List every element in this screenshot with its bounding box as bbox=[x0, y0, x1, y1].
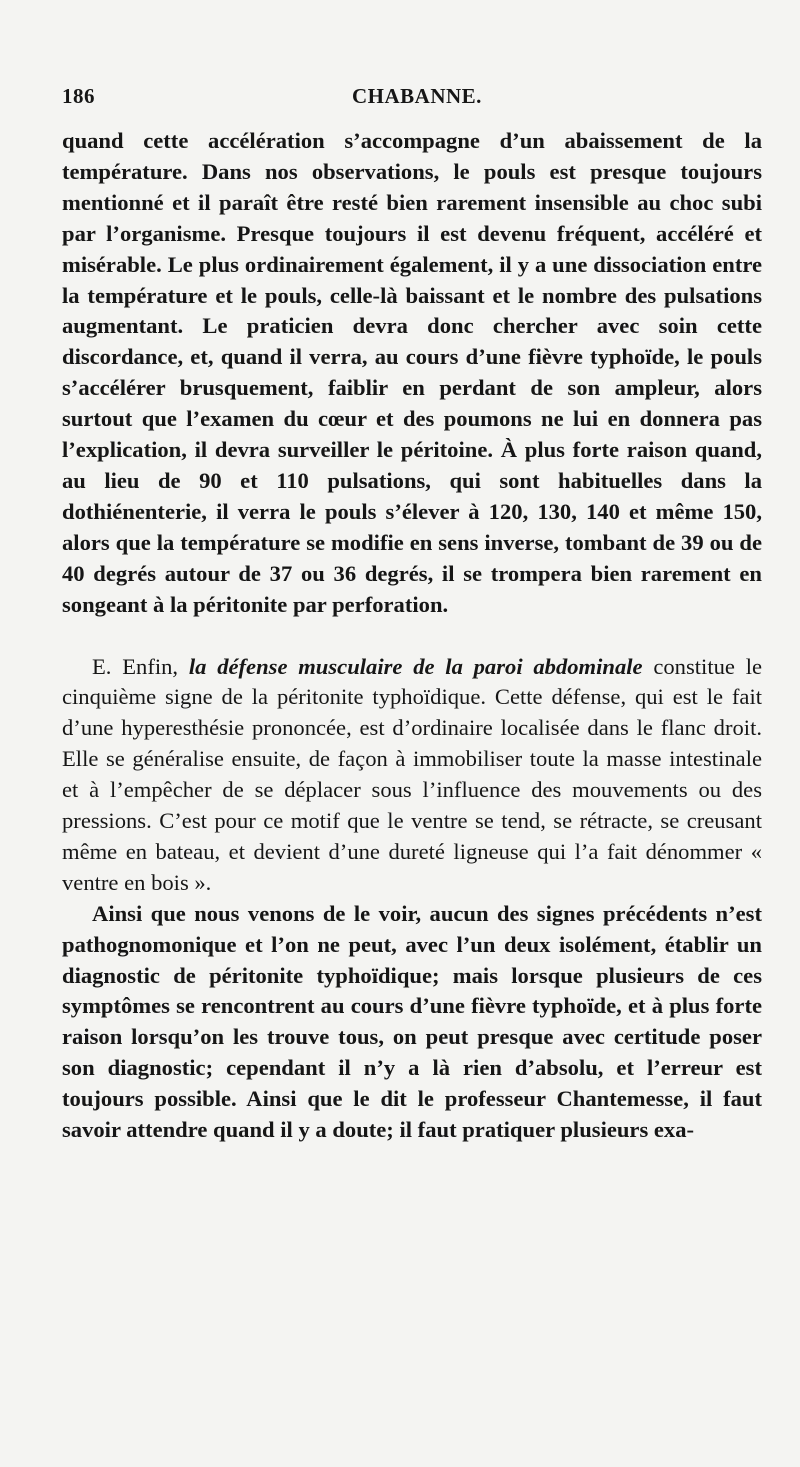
paragraph-pulse: quand cette accélération s’accompagne d’un abaissement de la température. Dans nos observations, le pouls est presque toujours mentionné et il paraît être resté bien rarement insensible au choc subi par l’organisme. Presque toujours il est devenu fréquent, accéléré et misérable. Le plus ordinairement également, il y a une dissociation entre la température et le pouls, celle-là baissant et le nombre des pulsations augmentant. Le praticien devra donc chercher avec soin cette discordance, et, quand il verra, au cours d’une fièvre typhoïde, le pouls s’accélérer brusquement, faiblir en perdant de son ampleur, alors surtout que l’examen du cœur et des poumons ne lui en donnera pas l’explication, il devra surveiller le péritoine. À plus forte raison quand, au lieu de 90 et 110 pulsations, qui sont habituelles dans la dothiénenterie, il verra le pouls s’élever à 120, 130, 140 et même 150, alors que la température se modifie en sens inverse, tombant de 39 ou de 40 degrés autour de 37 ou 36 degrés, il se trompera bien rarement en songeant à la péritonite par perforation. bbox=[62, 128, 762, 617]
page-header bbox=[62, 84, 762, 124]
paragraph-text: constitue le cinquième signe de la péritonite typhoïdique. Cette défense, qui est le fait d’une hyperesthésie prononcée, est d’ordinaire localisée dans le flanc droit. Elle se généralise ensuite, de façon à immobiliser toute la masse intestinale et à l’empêcher de se déplacer sous l’influence des mouvements ou des pressions. C’est pour ce motif que le ventre se tend, se rétracte, se creusant même en bateau, et devient d’une dureté ligneuse qui l’a fait dénommer « ventre en bois ». bbox=[62, 653, 763, 895]
running-head: CHABANNE. bbox=[352, 84, 482, 108]
book-page bbox=[62, 84, 762, 1146]
page-number: 186 bbox=[62, 84, 95, 108]
paragraph-muscular-defense bbox=[62, 652, 762, 899]
paragraph-lead: E. Enfin, bbox=[92, 653, 179, 679]
paragraph-diagnosis: Ainsi que nous venons de le voir, aucun des signes précédents n’est pathognomonique et l’on ne peut, avec l’un deux isolément, établir un diagnostic de péritonite typhoïdique; mais lorsque plusieurs de ces symptômes se rencontrent au cours d’une fièvre typhoïde, et à plus forte raison lorsqu’on les trouve tous, on peut presque avec certitude poser son diagnostic; cependant il n’y a là rien d’absolu, et l’erreur est toujours possible. Ainsi que le dit le professeur Chantemesse, il faut savoir attendre quand il y a doute; il faut pratiquer plusieurs exa- bbox=[62, 900, 762, 1143]
italic-term: la défense musculaire de la paroi abdominale bbox=[188, 653, 643, 679]
